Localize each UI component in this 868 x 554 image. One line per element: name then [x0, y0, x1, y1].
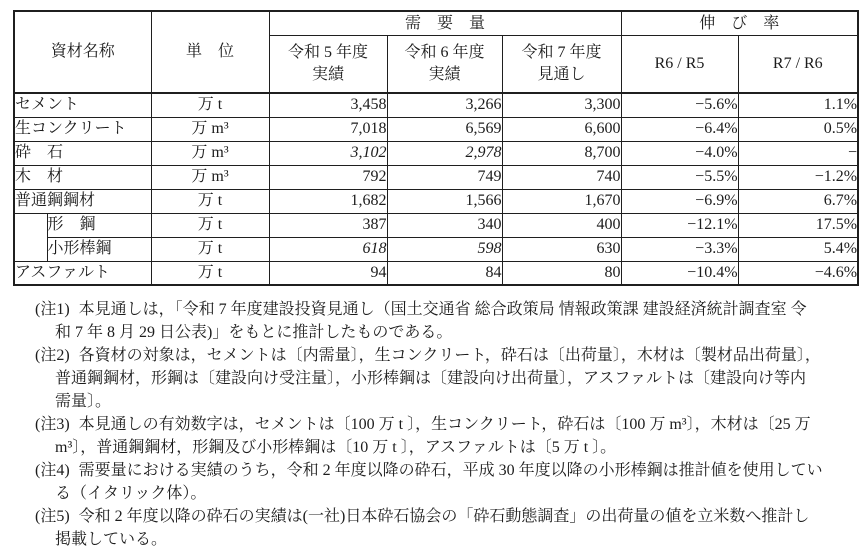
header-r5-line2: 実績 — [312, 66, 345, 83]
header-material: 資材名称 — [14, 11, 151, 93]
note-text: 本見通しの有効数字は，セメントは〔100 万 t 〕，生コンクリート，砕石は〔100 万 m³〕，木材は〔25 万 — [78, 416, 811, 433]
growth-r6r5-cell: −3.3% — [621, 237, 738, 261]
growth-r6r5-cell: −10.4% — [621, 261, 738, 285]
r6-value-cell-estimated: 2,978 — [387, 141, 502, 165]
growth-r7r6-cell: −1.2% — [738, 165, 858, 189]
note-line: 掲載している。 — [55, 531, 168, 548]
r6-value-cell: 84 — [387, 261, 502, 285]
unit-cell: 万 m³ — [151, 141, 269, 165]
r5-value-cell: 1,682 — [269, 189, 387, 213]
material-name-cell: 生コンクリート — [14, 117, 151, 141]
growth-r6r5-cell: −6.9% — [621, 189, 738, 213]
r7-value-cell: 6,600 — [502, 117, 621, 141]
r5-value-cell-estimated: 618 — [269, 237, 387, 261]
r6-value-cell: 6,569 — [387, 117, 502, 141]
material-name-cell: 普通鋼鋼材 — [14, 189, 151, 213]
header-growth-r6r5: R6 / R5 — [621, 36, 738, 94]
r7-value-cell: 3,300 — [502, 93, 621, 117]
note-label: (注2) — [35, 347, 70, 364]
header-r6-actual — [387, 36, 502, 94]
note-text: 本見通しは，「令和 7 年度建設投資見通し（国土交通省 総合政策局 情報政策課 建設経済統計調査室 令 — [78, 301, 807, 318]
note-1 — [35, 298, 867, 344]
note-line — [35, 413, 867, 436]
note-text: 令和 2 年度以降の砕石の実績は(一社)日本砕石協会の「砕石動態調査」の出荷量の値を立米数へ推計し — [78, 508, 810, 525]
materials-demand-table — [13, 10, 859, 286]
header-r6-line1: 令和 6 年度 — [404, 44, 485, 61]
note-text: 各資材の対象は，セメントは〔内需量〕，生コンクリート，砕石は〔出荷量〕，木材は〔製材品出荷量〕， — [78, 347, 821, 364]
header-demand-group: 需 要 量 — [269, 11, 621, 36]
growth-r6r5-cell: −4.0% — [621, 141, 738, 165]
r5-value-cell: 387 — [269, 213, 387, 237]
unit-cell: 万 t — [151, 237, 269, 261]
header-r7-line1: 令和 7 年度 — [521, 44, 602, 61]
unit-cell: 万 m³ — [151, 117, 269, 141]
note-5 — [35, 505, 867, 551]
table-row-lumber — [14, 165, 858, 189]
r5-value-cell-estimated: 3,102 — [269, 141, 387, 165]
growth-r7r6-cell: 5.4% — [738, 237, 858, 261]
material-name-cell: アスファルト — [14, 261, 151, 285]
note-line: m³〕，普通鋼鋼材，形鋼及び小形棒鋼は〔10 万 t 〕，アスファルトは〔5 万 t 〕。 — [55, 439, 617, 456]
table-row-ready-mixed-concrete — [14, 117, 858, 141]
note-line — [35, 298, 867, 321]
table-row-crushed-stone — [14, 141, 858, 165]
growth-r7r6-cell: 17.5% — [738, 213, 858, 237]
r5-value-cell: 7,018 — [269, 117, 387, 141]
header-growth-r7r6: R7 / R6 — [738, 36, 858, 94]
unit-cell: 万 t — [151, 93, 269, 117]
note-line: 和 7 年 8 月 29 日公表)」をもとに推計したものである。 — [55, 324, 453, 341]
growth-r6r5-cell: −5.6% — [621, 93, 738, 117]
growth-r6r5-cell: −6.4% — [621, 117, 738, 141]
note-label: (注3) — [35, 416, 70, 433]
material-name-cell: セメント — [14, 93, 151, 117]
header-r7-forecast — [502, 36, 621, 94]
r7-value-cell: 80 — [502, 261, 621, 285]
unit-cell: 万 t — [151, 189, 269, 213]
table-row-ordinary-steel — [14, 189, 858, 213]
note-label: (注1) — [35, 301, 70, 318]
r7-value-cell: 740 — [502, 165, 621, 189]
unit-cell: 万 m³ — [151, 165, 269, 189]
r6-value-cell-estimated: 598 — [387, 237, 502, 261]
header-r7-line2: 見通し — [537, 66, 586, 83]
material-name-cell: 砕 石 — [14, 141, 151, 165]
header-unit: 単 位 — [151, 11, 269, 93]
note-line: 需量〕。 — [55, 393, 112, 410]
r7-value-cell: 8,700 — [502, 141, 621, 165]
material-name-cell-sub: 形 鋼 — [47, 213, 151, 237]
footnotes — [13, 298, 867, 551]
growth-r7r6-cell: 6.7% — [738, 189, 858, 213]
table-row-asphalt — [14, 261, 858, 285]
note-line: る（イタリック体）。 — [55, 485, 207, 502]
r5-value-cell: 792 — [269, 165, 387, 189]
growth-r7r6-cell: − — [738, 141, 858, 165]
growth-r7r6-cell: 1.1% — [738, 93, 858, 117]
note-line — [35, 505, 867, 528]
r6-value-cell: 340 — [387, 213, 502, 237]
note-2 — [35, 344, 867, 413]
header-r5-line1: 令和 5 年度 — [288, 44, 369, 61]
material-name-cell: 木 材 — [14, 165, 151, 189]
unit-cell: 万 t — [151, 213, 269, 237]
header-r5-actual — [269, 36, 387, 94]
growth-r7r6-cell: 0.5% — [738, 117, 858, 141]
header-growth-group: 伸 び 率 — [621, 11, 858, 36]
r7-value-cell: 400 — [502, 213, 621, 237]
r5-value-cell: 3,458 — [269, 93, 387, 117]
r7-value-cell: 630 — [502, 237, 621, 261]
table-row-small-bar-steel — [14, 237, 858, 261]
note-label: (注4) — [35, 462, 70, 479]
header-row-groups — [14, 11, 858, 36]
header-r6-line2: 実績 — [428, 66, 461, 83]
note-line — [35, 459, 867, 482]
material-name-cell-sub: 小形棒鋼 — [47, 237, 151, 261]
growth-r7r6-cell: −4.6% — [738, 261, 858, 285]
table-row-cement — [14, 93, 858, 117]
note-4 — [35, 459, 867, 505]
note-text: 需要量における実績のうち，令和 2 年度以降の砕石，平成 30 年度以降の小形棒鋼は推計値を使用してい — [78, 462, 823, 479]
unit-cell: 万 t — [151, 261, 269, 285]
r6-value-cell: 749 — [387, 165, 502, 189]
r7-value-cell: 1,670 — [502, 189, 621, 213]
table-row-shaped-steel — [14, 213, 858, 237]
note-line: 普通鋼鋼材，形鋼は〔建設向け受注量〕，小形棒鋼は〔建設向け出荷量〕，アスファルトは〔建設向け等内 — [55, 370, 807, 387]
growth-r6r5-cell: −12.1% — [621, 213, 738, 237]
r5-value-cell: 94 — [269, 261, 387, 285]
note-3 — [35, 413, 867, 459]
r6-value-cell: 3,266 — [387, 93, 502, 117]
growth-r6r5-cell: −5.5% — [621, 165, 738, 189]
sub-row-indent-spacer — [14, 213, 47, 261]
note-line — [35, 344, 867, 367]
note-label: (注5) — [35, 508, 70, 525]
r6-value-cell: 1,566 — [387, 189, 502, 213]
